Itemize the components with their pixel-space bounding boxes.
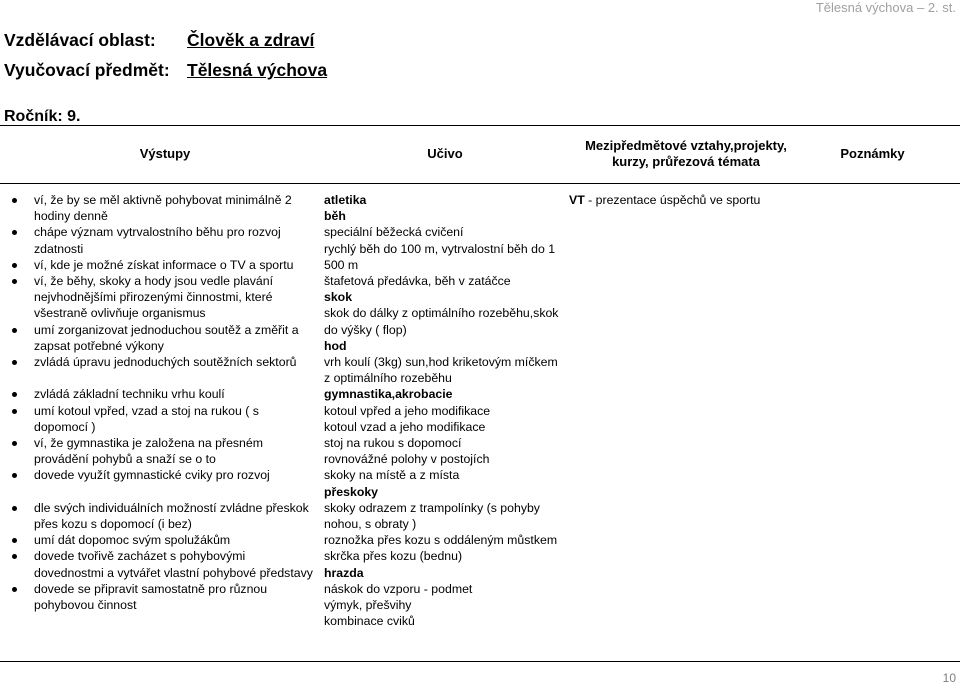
curriculum-heading: gymnastika,akrobacie <box>324 387 453 402</box>
column-header-outputs: Výstupy <box>139 146 191 161</box>
output-item: ví, že by se měl aktivně pohybovat minimálně 2 hodiny denně <box>8 192 313 224</box>
crosscurricular-text: - prezentace úspěchů ve sportu <box>584 193 761 207</box>
output-item: umí zorganizovat jednoduchou soutěž a změřit a zapsat potřebné výkony <box>8 322 313 354</box>
curriculum-item: výmyk, přešvihy <box>324 598 412 613</box>
crosscurricular-column <box>569 192 789 208</box>
subject-row <box>4 60 327 81</box>
curriculum-item: kotoul vpřed a jeho modifikace <box>324 403 491 418</box>
curriculum-item: stoj na rukou s dopomocí <box>324 436 462 451</box>
output-item: ví, že běhy, skoky a hody jsou vedle plavání nejvhodnějšími přirozenými činnostmi, které všestraně ovlivňuje organismus <box>8 273 313 322</box>
outputs-group <box>8 386 313 483</box>
crosscurricular-header-line-1: Mezipředmětové vztahy,projekty, <box>585 138 787 153</box>
curriculum-heading: hrazda <box>324 565 364 580</box>
curriculum-item: kombinace cviků <box>324 614 415 629</box>
educational-area-label: Vzdělávací oblast: <box>4 30 156 50</box>
curriculum-item: roznožka přes kozu s oddáleným můstkem <box>324 533 558 548</box>
subject-label: Vyučovací předmět: <box>4 60 170 80</box>
curriculum-heading: skok <box>324 290 353 305</box>
column-header-curriculum: Učivo <box>427 146 463 161</box>
crosscurricular-abbr: VT <box>569 193 585 207</box>
curriculum-heading: přeskoky <box>324 484 379 499</box>
output-item: ví, že gymnastika je založena na přesném provádění pohybů a snaží se o to <box>8 435 313 467</box>
educational-area-row <box>4 30 314 51</box>
curriculum-item: skrčka přes kozu (bednu) <box>324 549 463 564</box>
column-header-crosscurricular <box>570 138 802 170</box>
output-item: dle svých individuálních možností zvládne přeskok přes kozu s dopomocí (i bez) <box>8 500 313 532</box>
curriculum-item: kotoul vzad a jeho modifikace <box>324 419 486 434</box>
page-number: 10 <box>942 671 956 685</box>
curriculum-item: rovnovážné polohy v postojích <box>324 452 490 467</box>
crosscurricular-header-line-2: kurzy, průřezová témata <box>612 154 760 169</box>
output-item: dovede tvořivě zacházet s pohybovými dovednostmi a vytvářet vlastní pohybové představy <box>8 548 313 580</box>
curriculum-heading: hod <box>324 338 347 353</box>
curriculum-item: vrh koulí (3kg) sun,hod kriketovým míčkem z optimálního rozeběhu <box>324 355 558 386</box>
curriculum-item: skoky odrazem z trampolínky (s pohyby nohou, s obraty ) <box>324 500 540 532</box>
curriculum-item: skok do dálky z optimálního rozeběhu,skok do výšky ( flop) <box>324 306 559 337</box>
outputs-column <box>8 192 313 629</box>
table-top-border <box>0 125 960 126</box>
table-bottom-border <box>0 661 960 662</box>
curriculum-item: štafetová předávka, běh v zatáčce <box>324 274 511 289</box>
curriculum-item: rychlý běh do 100 m, vytrvalostní běh do 1 500 m <box>324 241 556 272</box>
curriculum-heading: atletika <box>324 193 367 207</box>
output-item: ví, kde je možné získat informace o TV a sportu <box>8 257 313 273</box>
curriculum-item: skoky na místě a z místa <box>324 468 460 483</box>
grade-label: Ročník: 9. <box>4 108 81 125</box>
outputs-group <box>8 192 313 370</box>
subject-value: Tělesná výchova <box>187 60 328 80</box>
curriculum-item: speciální běžecká cvičení <box>324 225 464 240</box>
curriculum-column <box>324 192 560 629</box>
running-head: Tělesná výchova – 2. st. <box>815 0 956 15</box>
curriculum-item: náskok do vzporu - podmet <box>324 581 473 596</box>
output-item: zvládá úpravu jednoduchých soutěžních sektorů <box>8 354 313 370</box>
outputs-group <box>8 500 313 613</box>
output-item: umí kotoul vpřed, vzad a stoj na rukou ( s dopomocí ) <box>8 403 313 435</box>
output-item: dovede využít gymnastické cviky pro rozvoj <box>8 467 313 483</box>
column-header-notes: Poznámky <box>840 146 905 161</box>
output-item: umí dát dopomoc svým spolužákům <box>8 532 313 548</box>
educational-area-value: Člověk a zdraví <box>187 30 315 50</box>
output-item: chápe význam vytrvalostního běhu pro rozvoj zdatnosti <box>8 224 313 256</box>
curriculum-heading: běh <box>324 209 346 224</box>
output-item: zvládá základní techniku vrhu koulí <box>8 386 313 402</box>
header-bottom-border <box>0 183 960 184</box>
output-item: dovede se připravit samostatně pro různou pohybovou činnost <box>8 581 313 613</box>
